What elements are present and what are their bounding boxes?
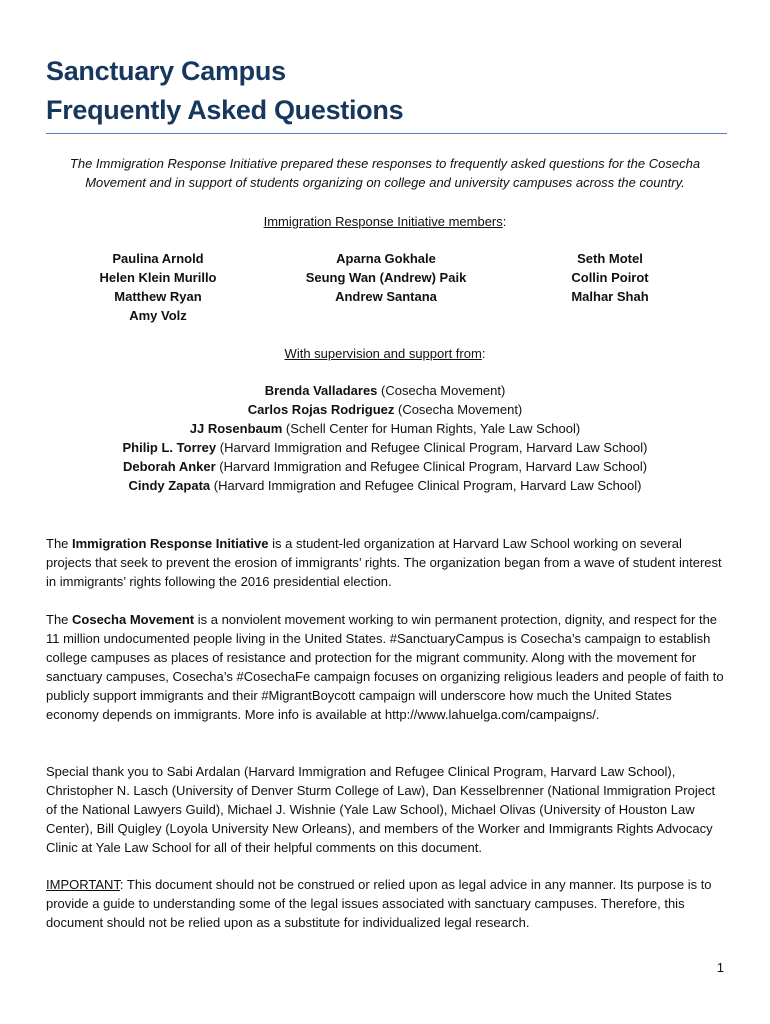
supervisor-entry	[46, 400, 724, 419]
page-title	[46, 52, 736, 130]
supervision-label: With supervision and support from	[284, 346, 482, 361]
supervisor-name: Philip L. Torrey	[122, 440, 217, 455]
cosecha-post: is a nonviolent movement working to win permanent protection, dignity, and respect for the 11 million undocumented people living in the United States. #SanctuaryCampus is Cosecha’s campaign to establish college campuses as places of resistance and protection for the migrant community. Along with the movement for sanctuary campuses, Cosecha’s #CosechaFe campaign focuses on organizing religious leaders and people of faith to publicly support immigrants and their #MigrantBoycott campaign will underscore how much the United States economy depends on immigrants. More info is available at http://www.lahuelga.com/campaigns/.	[46, 612, 724, 722]
supervisor-entry	[46, 476, 724, 495]
supervision-label-suffix: :	[481, 346, 486, 361]
members-column-3	[560, 249, 660, 306]
supervisor-name: Deborah Anker	[122, 459, 216, 474]
supervision-heading	[46, 344, 724, 363]
title-line-1: Sanctuary Campus	[46, 56, 286, 86]
member-name: Andrew Santana	[335, 289, 437, 304]
supervisor-entry	[46, 438, 724, 457]
supervisor-entry	[46, 381, 724, 400]
supervisor-name: Brenda Valladares	[264, 383, 378, 398]
supervisor-affiliation: (Cosecha Movement)	[377, 383, 506, 398]
iri-bold: Immigration Response Initiative	[72, 536, 269, 551]
important-paragraph	[46, 875, 726, 932]
member-name: Paulina Arnold	[112, 251, 204, 266]
thanks-paragraph: Special thank you to Sabi Ardalan (Harvard Immigration and Refugee Clinical Program, Harvard Law School), Christopher N. Lasch (University of Denver Sturm College of Law), Dan Kesselbrenner (National Immigration Project of the National Lawyers Guild), Michael J. Wishnie (Yale Law School), Michael Olivas (University of Houston Law Center), Bill Quigley (Loyola University New Orleans), and members of the Worker and Immigrants Rights Advocacy Clinic at Yale Law School for all of their helpful comments on this document.	[46, 764, 716, 855]
cosecha-bold: Cosecha Movement	[72, 612, 195, 627]
supervisor-entry	[46, 457, 724, 476]
supervisor-affiliation: (Harvard Immigration and Refugee Clinical Program, Harvard Law School)	[210, 478, 642, 493]
title-divider	[46, 133, 727, 134]
iri-post: is a student-led organization at Harvard Law School working on several projects that seek to prevent the erosion of immigrants’ rights. The organization began from a wave of student interest in immigrants’ rights following the 2016 presidential election.	[46, 536, 722, 589]
supervisor-name: JJ Rosenbaum	[189, 421, 283, 436]
intro-paragraph: The Immigration Response Initiative prepared these responses to frequently asked questions for the Cosecha Movement and in support of students organizing on college and university campuses across the country.	[69, 156, 701, 190]
members-heading	[46, 212, 724, 231]
page-number: 1	[716, 960, 724, 975]
important-label: IMPORTANT	[46, 877, 120, 892]
iri-paragraph	[46, 534, 726, 591]
member-name: Aparna Gokhale	[336, 251, 436, 266]
supervisor-name: Cindy Zapata	[128, 478, 211, 493]
important-text: : This document should not be construed or relied upon as legal advice in any manner. Its purpose is to provide a guide to understanding some of the legal issues associated with sanctuary campuses. Therefore, this document should not be relied upon as a substitute for individualized legal research.	[46, 877, 712, 930]
members-column-1	[96, 249, 220, 325]
member-name: Collin Poirot	[571, 270, 649, 285]
supervisor-name: Carlos Rojas Rodriguez	[247, 402, 395, 417]
member-name: Matthew Ryan	[114, 289, 202, 304]
supervisor-affiliation: (Harvard Immigration and Refugee Clinical Program, Harvard Law School)	[215, 459, 648, 474]
members-column-2	[296, 249, 476, 306]
member-name: Amy Volz	[129, 308, 187, 323]
title-line-2: Frequently Asked Questions	[46, 95, 404, 125]
member-name: Helen Klein Murillo	[99, 270, 217, 285]
cosecha-pre: The	[46, 612, 73, 627]
member-name: Seth Motel	[577, 251, 643, 266]
members-label: Immigration Response Initiative members	[263, 214, 503, 229]
supervisor-affiliation: (Harvard Immigration and Refugee Clinical Program, Harvard Law School)	[216, 440, 648, 455]
supervision-list	[46, 381, 724, 495]
member-name: Malhar Shah	[571, 289, 649, 304]
cosecha-paragraph	[46, 610, 726, 724]
supervisor-affiliation: (Schell Center for Human Rights, Yale Law School)	[282, 421, 581, 436]
supervisor-affiliation: (Cosecha Movement)	[394, 402, 523, 417]
members-label-suffix: :	[502, 214, 507, 229]
member-name: Seung Wan (Andrew) Paik	[305, 270, 467, 285]
supervisor-entry	[46, 419, 724, 438]
iri-pre: The	[46, 536, 73, 551]
